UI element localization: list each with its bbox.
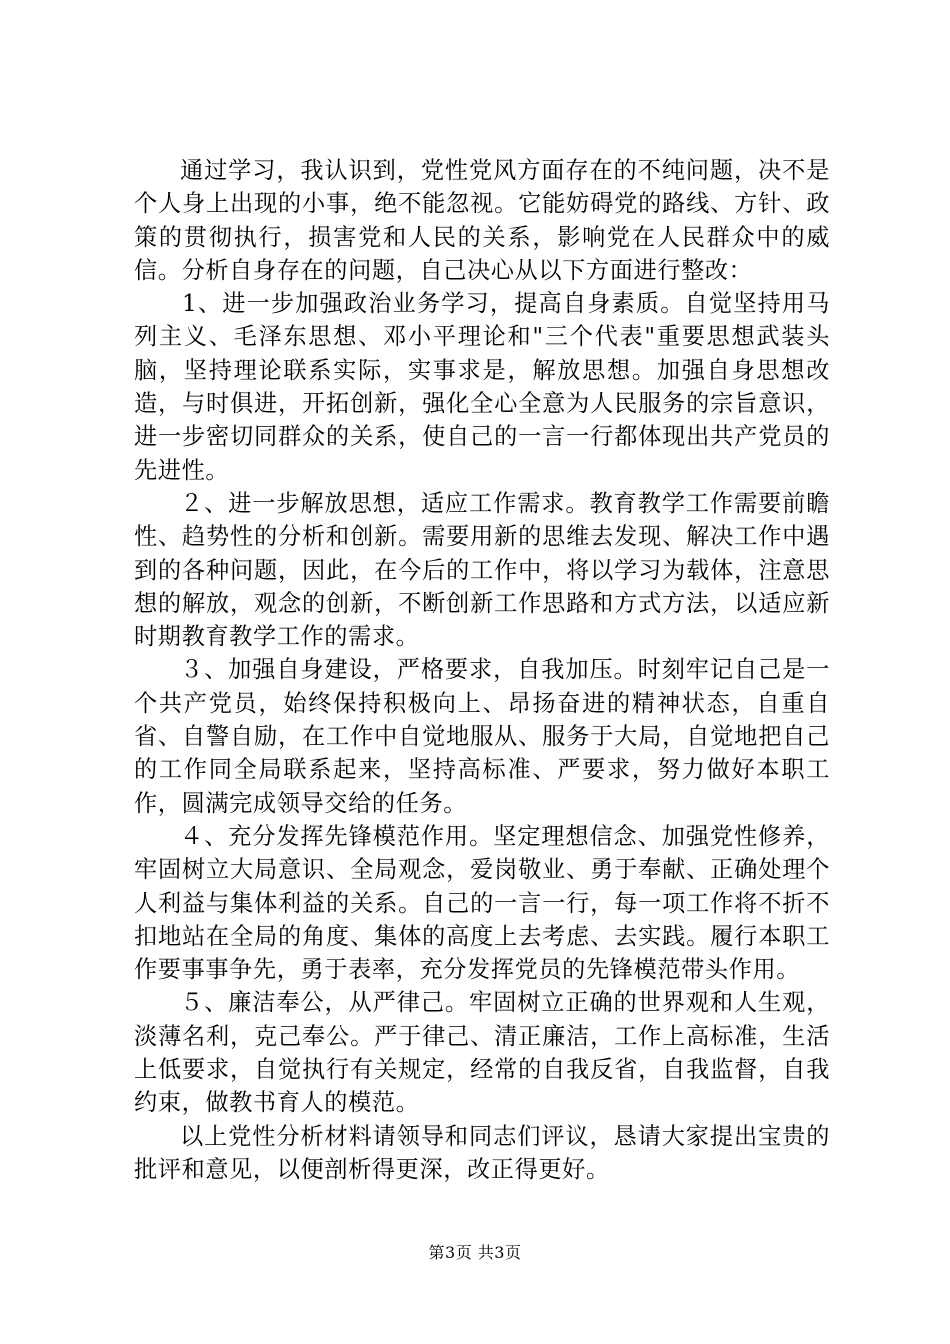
closing-paragraph: 以上党性分析材料请领导和同志们评议，恳请大家提出宝贵的批评和意见，以便剖析得更深，改正得更好。 (134, 1122, 830, 1183)
item-2-paragraph: ２、进一步解放思想，适应工作需求。教育教学工作需要前瞻性、趋势性的分析和创新。需要用新的思维去发现、解决工作中遇到的各种问题，因此，在今后的工作中，将以学习为载体，注意思想的解放，观念的创新，不断创新工作思路和方式方法，以适应新时期教育教学工作的需求。 (134, 489, 830, 651)
item-1-paragraph: 1、进一步加强政治业务学习，提高自身素质。自觉坚持用马列主义、毛泽东思想、邓小平理论和"三个代表"重要思想武装头脑，坚持理论联系实际，实事求是，解放思想。加强自身思想改造，与时俱进，开拓创新，强化全心全意为人民服务的宗旨意识，进一步密切同群众的关系，使自己的一言一行都体现出共产党员的先进性。 (134, 290, 830, 484)
item-3-paragraph: ３、加强自身建设，严格要求，自我加压。时刻牢记自己是一个共产党员，始终保持积极向上、昂扬奋进的精神状态，自重自省、自警自励，在工作中自觉地服从、服务于大局，自觉地把自己的工作同全局联系起来，坚持高标准、严要求，努力做好本职工作，圆满完成领导交给的任务。 (134, 656, 830, 817)
intro-paragraph: 通过学习，我认识到，党性党风方面存在的不纯问题，决不是个人身上出现的小事，绝不能忽视。它能妨碍党的路线、方针、政策的贯彻执行，损害党和人民的关系，影响党在人民群众中的威信。分析自身存在的问题，自己决心从以下方面进行整改： (134, 157, 830, 284)
page-number-footer: 第3页 共3页 (428, 1243, 522, 1262)
item-5-paragraph: ５、廉洁奉公，从严律己。牢固树立正确的世界观和人生观，淡薄名利，克己奉公。严于律己、清正廉洁，工作上高标准，生活上低要求，自觉执行有关规定，经常的自我反省，自我监督，自我约束，做教书育人的模范。 (134, 989, 830, 1117)
document-body (134, 154, 830, 1186)
item-4-paragraph: ４、充分发挥先锋模范作用。坚定理想信念、加强党性修养，牢固树立大局意识、全局观念，爱岗敬业、勇于奉献、正确处理个人利益与集体利益的关系。自己的一言一行，每一项工作将不折不扣地站在全局的角度、集体的高度上去考虑、去实践。履行本职工作要事事争先，勇于表率，充分发挥党员的先锋模范带头作用。 (134, 822, 830, 984)
